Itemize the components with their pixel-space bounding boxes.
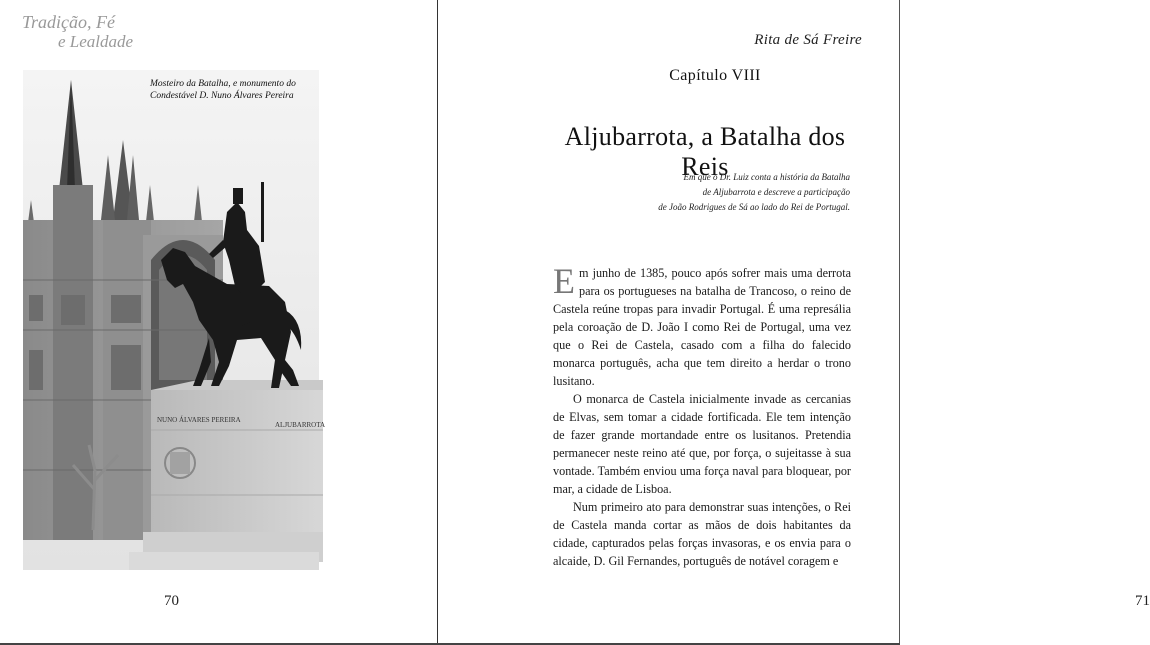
- left-page: [0, 0, 437, 645]
- photo-caption: [150, 78, 315, 102]
- drop-cap: E: [553, 261, 575, 301]
- epigraph-line: Em que o Dr. Luiz conta a história da Batalha: [683, 172, 850, 182]
- caption-line2: Condestável D. Nuno Álvares Pereira: [150, 91, 294, 101]
- monastery-statue-photo: [23, 70, 325, 570]
- epigraph-line: de João Rodrigues de Sá ao lado do Rei de Portugal.: [658, 202, 850, 212]
- running-header-left: [22, 12, 133, 52]
- svg-text:ALJUBARROTA: ALJUBARROTA: [275, 421, 325, 429]
- chapter-body: [553, 261, 851, 570]
- epigraph-line: de Aljubarrota e descreve a participação: [702, 187, 850, 197]
- page-number-left: 70: [164, 593, 179, 609]
- caption-line1: Mosteiro da Batalha, e monumento do: [150, 79, 296, 89]
- paragraph-3: Num primeiro ato para demonstrar suas intenções, o Rei de Castela manda cortar as mãos de dois habitantes da cidade, capturados pelas forças invasoras, e os envia para o alcaide, D. Gil Fernandes, português de notável coragem e: [553, 500, 851, 568]
- header-left-line2: e Lealdade: [58, 32, 134, 51]
- page-number-right: 71: [1135, 593, 1150, 609]
- svg-text:NUNO ÁLVARES PEREIRA: NUNO ÁLVARES PEREIRA: [157, 416, 241, 424]
- running-header-right: Rita de Sá Freire: [754, 32, 862, 48]
- chapter-label: Capítulo VIII: [669, 67, 761, 84]
- chapter-epigraph: [600, 170, 850, 215]
- paragraph-1-text: m junho de 1385, pouco após sofrer mais uma derrota para os portugueses na batalha de Trancoso, o reino de Castela reúne tropas para invadir Portugal. É uma represália pela coroação de D. João I como Rei de Portugal, uma vez que o Rei de Castela, casado com a filha do falecido monarca português, acha que tem direito a herdar o trono lusitano.: [553, 266, 851, 388]
- paragraph-2: O monarca de Castela inicialmente invade as cercanias de Elvas, sem tomar a cidade fortificada. Ele tem intenção de fazer grande mortandade entre os lusitanos. Pretendia permanecer neste reino até que, por força, o sujeitasse à sua vontade. Também enviou uma força naval para bloquear, por mar, a cidade de Lisboa.: [553, 392, 851, 496]
- chapter-title: Aljubarrota, a Batalha dos Reis: [564, 122, 846, 181]
- paragraph-1: [553, 261, 851, 390]
- header-left-line1: Tradição, Fé: [22, 12, 115, 32]
- page-edge-right: [899, 0, 900, 645]
